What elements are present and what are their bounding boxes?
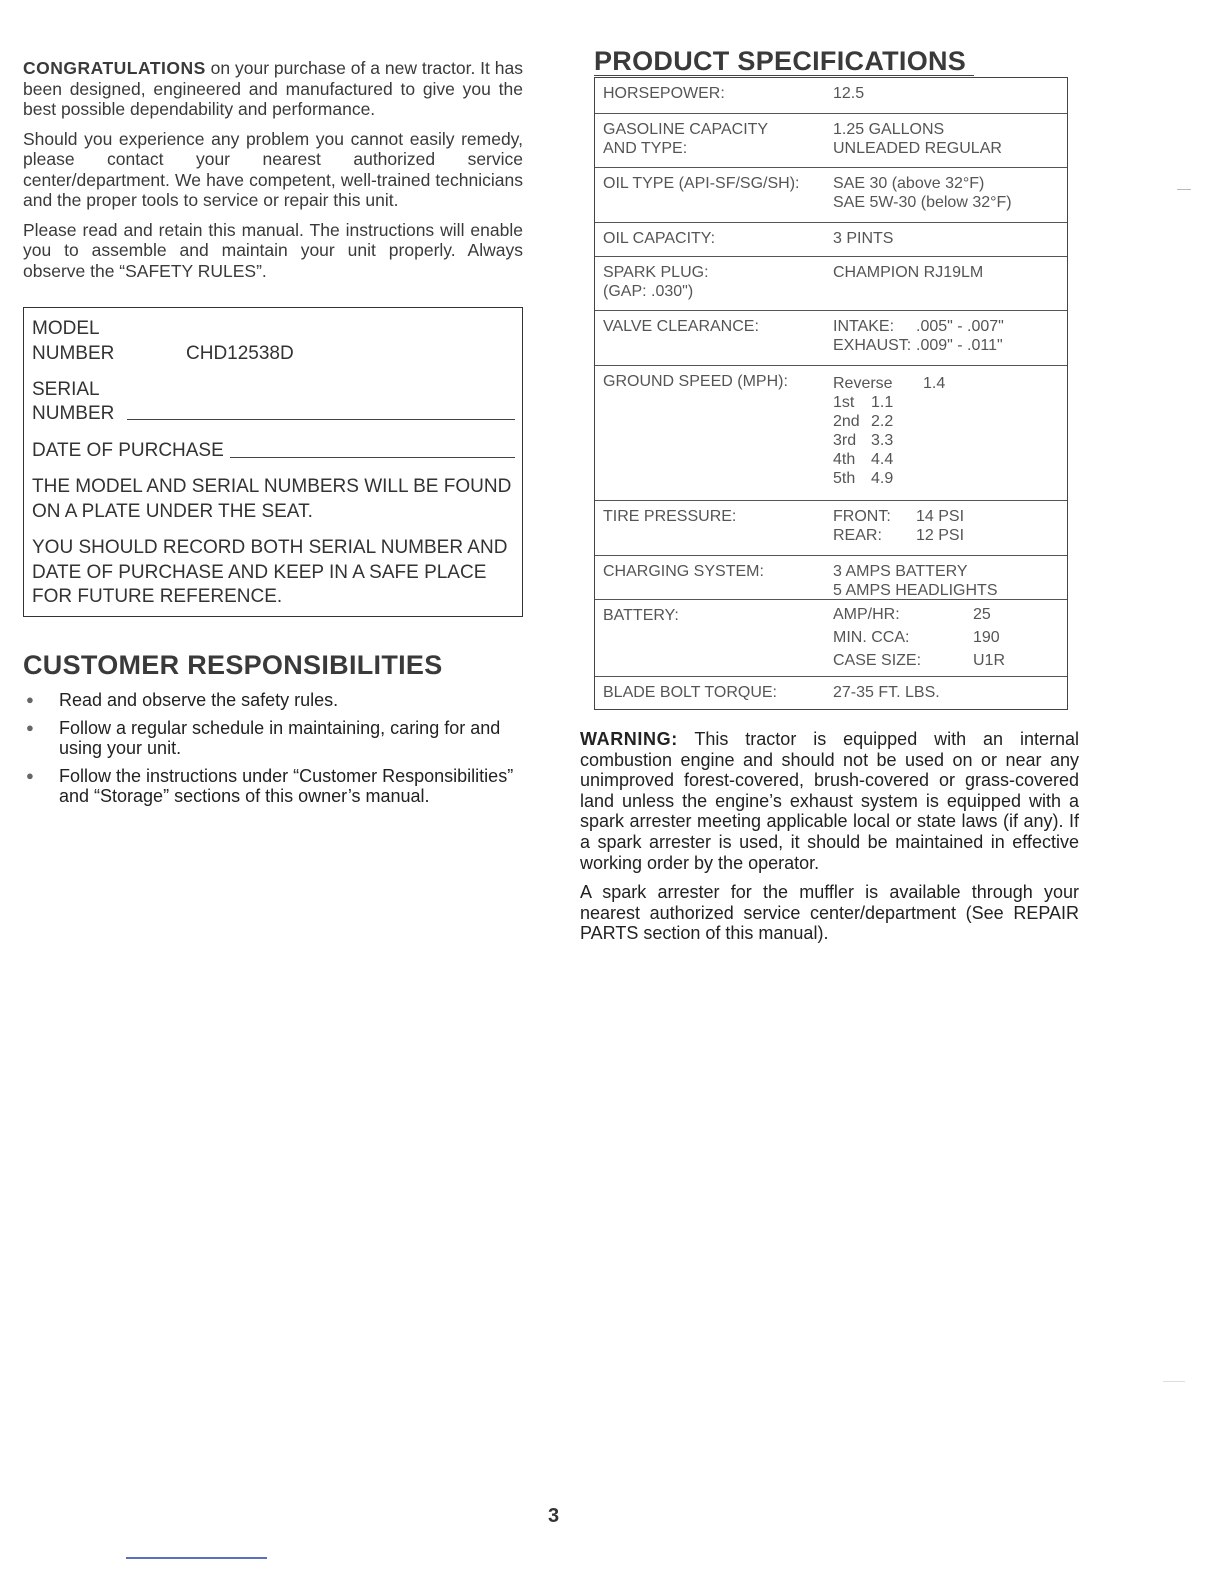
footer-line [126, 1557, 267, 1559]
bullet-icon: ● [26, 720, 34, 735]
valve-clearance-values [833, 317, 1004, 355]
list-item: Reverse 1.4 [833, 375, 946, 392]
table-row [595, 222, 1067, 256]
oil-capacity-value: 3 PINTS [833, 230, 894, 247]
list-item: 4th 4.4 [833, 451, 894, 468]
table-row [595, 365, 1067, 500]
table-row [595, 78, 1067, 111]
warning-paragraph-2: A spark arrester for the muffler is available through your nearest authorized service center/department (See REPAIR PARTS section of this manual). [580, 882, 1079, 944]
list-item: ● Follow a regular schedule in maintaining, caring for and using your unit. [26, 718, 501, 758]
warning-paragraph-1 [580, 729, 1079, 873]
table-row [595, 599, 1067, 676]
oil-capacity-label: OIL CAPACITY: [603, 230, 716, 247]
front-label: FRONT: [833, 508, 891, 525]
customer-responsibilities-list [23, 690, 528, 814]
intake-value: .005" - .007" [916, 318, 1004, 335]
model-label-2: NUMBER [32, 343, 115, 364]
intro-paragraph-1 [23, 58, 523, 120]
warning-section [580, 729, 1079, 944]
table-row [595, 256, 1067, 309]
list-item: ● Follow the instructions under “Customer Responsibilities” and “Storage” sections of this owner’s manual. [26, 766, 514, 806]
tire-pressure-values [833, 507, 964, 545]
table-row [595, 500, 1067, 553]
serial-label-2: NUMBER [32, 403, 115, 424]
list-item: 5th 4.9 [833, 470, 894, 487]
rear-label: REAR: [833, 527, 882, 544]
intro-paragraph-3: Please read and retain this manual. The instructions will enable you to assemble and maintain your unit properly. Always observe the “SAFETY RULES”. [23, 219, 523, 281]
spark-plug-label: SPARK PLUG: (GAP: .030") [603, 264, 709, 300]
record-note: YOU SHOULD RECORD BOTH SERIAL NUMBER AND DATE OF PURCHASE AND KEEP IN A SAFE PLACE FOR FUTURE REFERENCE. [32, 537, 508, 607]
blade-bolt-torque-value: 27-35 FT. LBS. [833, 684, 940, 701]
table-row [595, 555, 1067, 599]
title-underline [594, 75, 974, 76]
exhaust-label: EXHAUST: [833, 337, 912, 354]
list-item: 2nd 2.2 [833, 413, 894, 430]
rear-value: 12 PSI [916, 527, 965, 544]
scan-mark [1163, 1381, 1185, 1382]
battery-label: BATTERY: [603, 607, 679, 624]
list-item: ● Read and observe the safety rules. [26, 690, 339, 710]
congratulations-lead: CONGRATULATIONS [23, 58, 206, 78]
bullet-icon: ● [26, 692, 34, 707]
front-value: 14 PSI [916, 508, 965, 525]
battery-values: AMP/HR: 25 MIN. CCA: 190 CASE SIZE: U1R [833, 606, 1006, 669]
intro-section [23, 58, 523, 281]
intro-paragraph-1-text: on your purchase of a new tractor. It has been designed, engineered and manufactured to give you the best possible dependability and performance. [23, 58, 523, 119]
list-item: 3rd 3.3 [833, 432, 894, 449]
charging-system-value: 3 AMPS BATTERY 5 AMPS HEADLIGHTS [833, 563, 998, 599]
date-of-purchase-label: DATE OF PURCHASE [32, 440, 224, 461]
gasoline-label: GASOLINE CAPACITY AND TYPE: [603, 121, 769, 157]
gasoline-value: 1.25 GALLONS UNLEADED REGULAR [833, 121, 1002, 157]
serial-label-1: SERIAL [32, 379, 100, 400]
ground-speed-label: GROUND SPEED (MPH): [603, 373, 788, 390]
model-label-1: MODEL [32, 318, 100, 339]
exhaust-value: .009" - .011" [916, 337, 1003, 354]
charging-system-label: CHARGING SYSTEM: [603, 563, 764, 580]
horsepower-label: HORSEPOWER: [603, 85, 725, 102]
page-number: 3 [548, 1505, 560, 1527]
warning-paragraph-1-text: This tractor is equipped with an internal combustion engine and should not be used on or near any unimproved forest-covered, brush-covered or grass-covered land unless the engine’s exhaust system is equipped with a spark arrester meeting applicable local or state laws (if any). If a spark arrester is used, it should be maintained in effective working order by the operator. [580, 729, 1079, 873]
horsepower-value: 12.5 [833, 85, 865, 102]
table-row [595, 113, 1067, 166]
table-row [595, 676, 1067, 710]
valve-clearance-label: VALVE CLEARANCE: [603, 318, 759, 335]
list-item: 1st 1.1 [833, 394, 894, 411]
oil-type-value: SAE 30 (above 32°F) SAE 5W-30 (below 32°F) [833, 175, 1012, 211]
table-row [595, 167, 1067, 220]
blade-bolt-torque-label: BLADE BOLT TORQUE: [603, 684, 777, 701]
spark-plug-value: CHAMPION RJ19LM [833, 264, 984, 281]
intro-paragraph-2: Should you experience any problem you cannot easily remedy, please contact your nearest authorized service center/department. We have competent, well-trained technicians and the proper tools to service or repair this unit. [23, 128, 523, 210]
warning-label: WARNING: [580, 729, 678, 749]
tire-pressure-label: TIRE PRESSURE: [603, 508, 737, 525]
serial-number-line [127, 419, 515, 420]
ground-speed-values [833, 374, 945, 488]
intake-label: INTAKE: [833, 318, 895, 335]
spec-table [594, 77, 1068, 710]
oil-type-label: OIL TYPE (API-SF/SG/SH): [603, 175, 800, 192]
customer-responsibilities-title: CUSTOMER RESPONSIBILITIES [23, 650, 443, 680]
scan-mark [1177, 189, 1191, 190]
date-of-purchase-line [230, 457, 515, 458]
table-row [595, 310, 1067, 363]
record-box [23, 307, 523, 617]
product-specifications-title: PRODUCT SPECIFICATIONS [594, 46, 967, 76]
plate-note: THE MODEL AND SERIAL NUMBERS WILL BE FOUND ON A PLATE UNDER THE SEAT. [32, 476, 512, 522]
bullet-icon: ● [26, 768, 34, 783]
model-number-value: CHD12538D [186, 343, 294, 364]
